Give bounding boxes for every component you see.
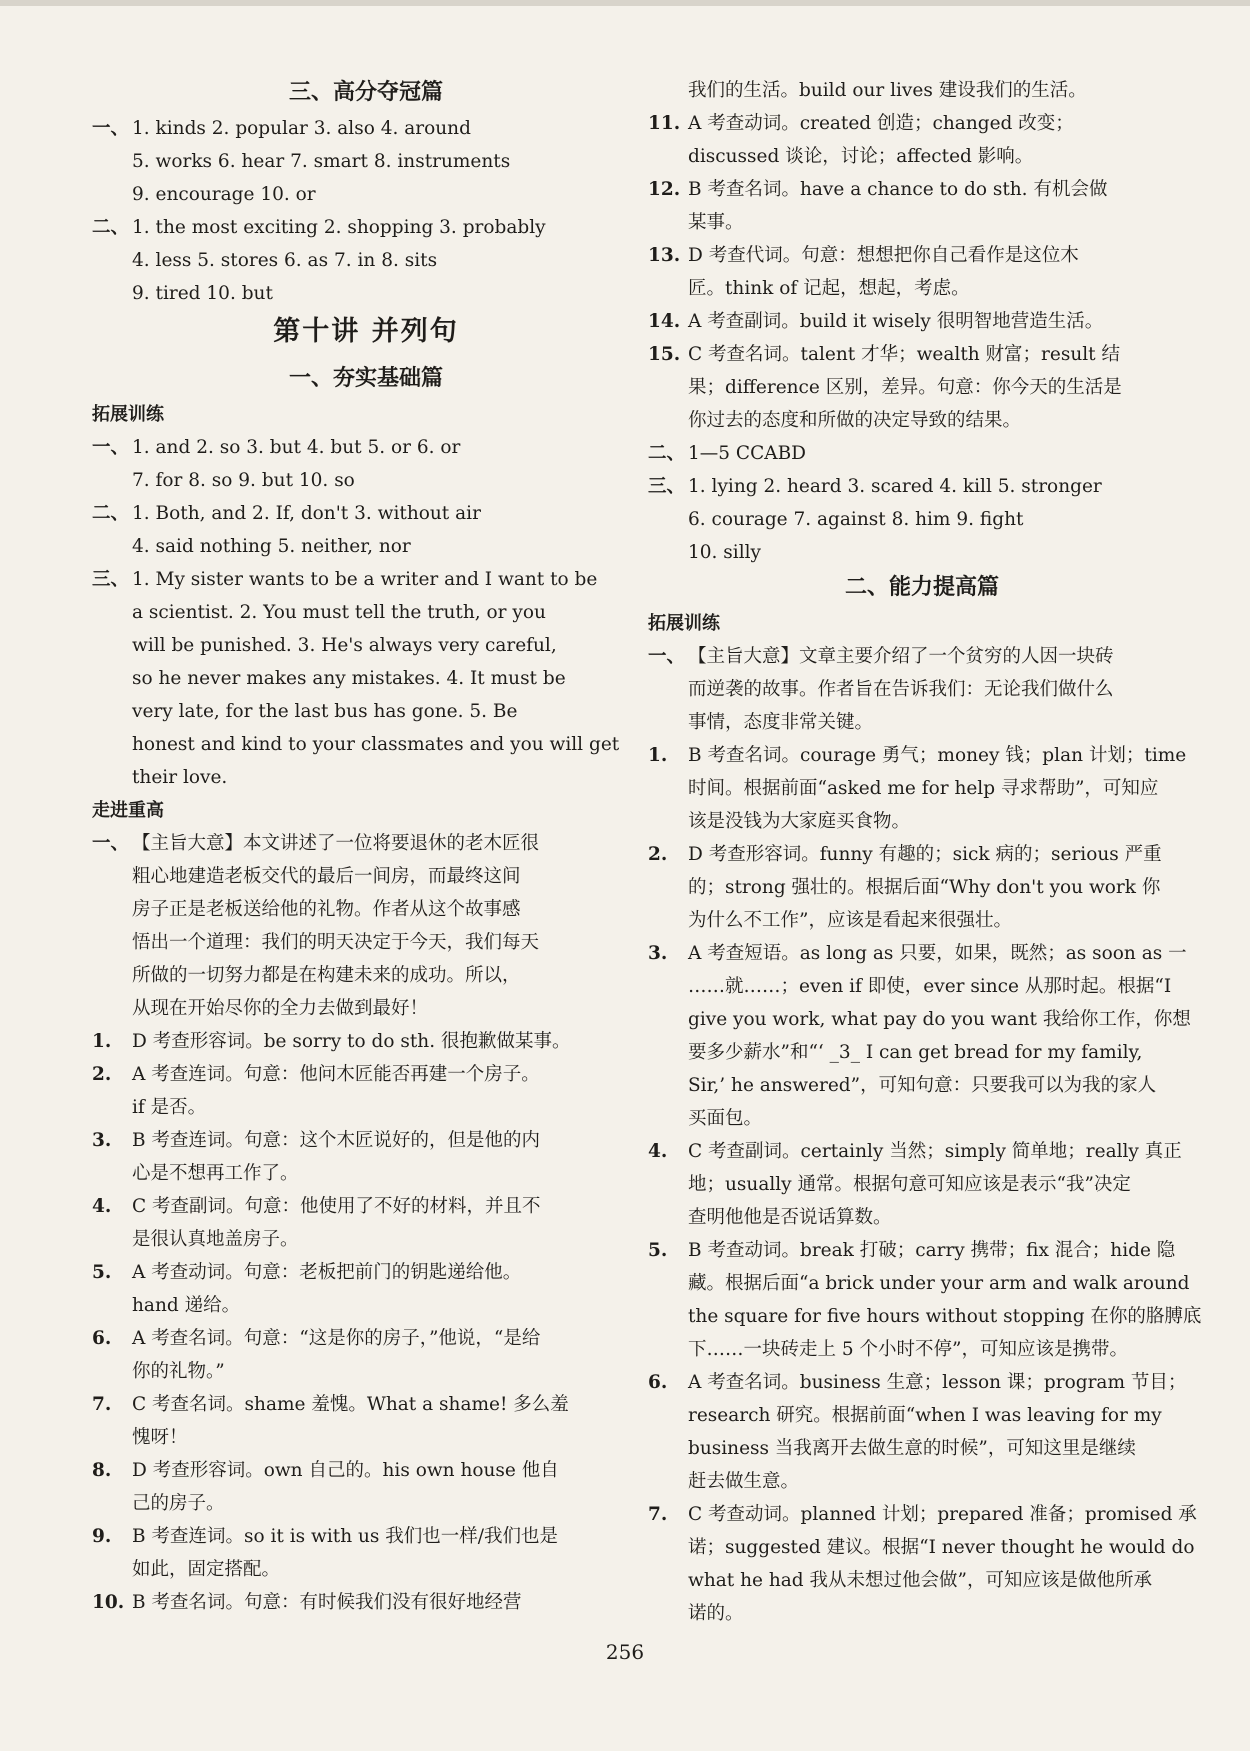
answer-line: 6. courage 7. against 8. him 9. fight xyxy=(688,509,1024,530)
answer-text: 心是不想再工作了。 xyxy=(132,1163,299,1184)
answer-item xyxy=(648,1234,1202,1366)
answer-number: 9. xyxy=(92,1526,112,1547)
answer-number: 3. xyxy=(648,943,668,964)
answer-item xyxy=(92,1256,640,1322)
answer-item xyxy=(648,1135,1196,1234)
answer-text: hand 递给。 xyxy=(132,1295,241,1316)
answer-text: business 当我离开去做生意的时候”，可知这里是继续 xyxy=(688,1438,1136,1459)
part-marker: 二、 xyxy=(92,503,130,524)
gaofen-part-1 xyxy=(92,112,640,211)
answer-text: give you work, what pay do you want 我给你工作，你想 xyxy=(688,1009,1191,1030)
answer-text: the square for five hours without stopping 在你的胳膊底 xyxy=(688,1306,1202,1327)
label-tuozhan: 拓展训练 xyxy=(92,404,164,425)
answer-text: 某事。 xyxy=(688,212,744,233)
answer-line: will be punished. 3. He's always very careful, xyxy=(132,635,557,656)
answer-number: 4. xyxy=(92,1196,112,1217)
answer-text: 要多少薪水”和“‘ _3_ I can get bread for my family, xyxy=(688,1042,1143,1063)
answer-number: 5. xyxy=(92,1262,112,1283)
answer-line: 4. said nothing 5. neither, nor xyxy=(132,536,411,557)
label-tuozhan: 拓展训练 xyxy=(648,613,720,634)
answer-line: 1. kinds 2. popular 3. also 4. around xyxy=(132,118,471,139)
part-marker: 一、 xyxy=(92,833,130,854)
answer-number: 11. xyxy=(648,113,681,134)
answer-text: 地；usually 通常。根据句意可知应该是表示“我”决定 xyxy=(688,1174,1131,1195)
answer-text: ……就……；even if 即使，ever since 从那时起。根据“I xyxy=(688,976,1172,997)
answer-number: 10. xyxy=(92,1592,125,1613)
part-marker: 二、 xyxy=(648,443,686,464)
answer-number: 5. xyxy=(648,1240,668,1261)
answer-number: 2. xyxy=(92,1064,112,1085)
section-heading-gaofen: 三、高分夺冠篇 xyxy=(288,79,443,105)
answer-text: what he had 我从未想过他会做”，可知应该是做他所承 xyxy=(688,1570,1152,1591)
summary-line: 【主旨大意】本文讲述了一位将要退休的老木匠很 xyxy=(132,833,540,854)
answer-text: 是很认真地盖房子。 xyxy=(132,1229,299,1250)
answer-item xyxy=(648,107,1196,173)
answer-line: very late, for the last bus has gone. 5. Be xyxy=(132,701,518,722)
answer-line: 5. works 6. hear 7. smart 8. instruments xyxy=(132,151,511,172)
answer-text: B 考查名词。句意：有时候我们没有很好地经营 xyxy=(132,1592,522,1613)
page-number: 256 xyxy=(605,1640,645,1664)
answer-text: B 考查名词。courage 勇气；money 钱；plan 计划；time xyxy=(688,745,1187,766)
answer-item xyxy=(648,838,1196,937)
answer-number: 12. xyxy=(648,179,681,200)
answer-item xyxy=(648,305,1196,338)
summary-line: 而逆袭的故事。作者旨在告诉我们：无论我们做什么 xyxy=(688,679,1114,700)
answer-number: 7. xyxy=(648,1504,668,1525)
part-marker: 三、 xyxy=(648,476,686,497)
answer-line: so he never makes any mistakes. 4. It must be xyxy=(132,668,566,689)
answer-text: 下……一块砖走上 5 个小时不停”，可知应该是携带。 xyxy=(688,1339,1128,1360)
answer-text: 藏。根据后面“a brick under your arm and walk around xyxy=(688,1273,1190,1294)
answer-item xyxy=(92,1190,640,1256)
section-heading-jichu: 一、夯实基础篇 xyxy=(288,365,443,391)
right-part-2 xyxy=(648,437,1196,470)
answer-text: C 考查名词。shame 羞愧。What a shame! 多么羞 xyxy=(132,1394,569,1415)
answer-text: A 考查动词。句意：老板把前门的钥匙递给他。 xyxy=(132,1262,522,1283)
answer-text: B 考查连词。句意：这个木匠说好的，但是他的内 xyxy=(132,1130,540,1151)
answer-text: D 考查代词。句意：想想把你自己看作是这位木 xyxy=(688,245,1079,266)
answer-number: 14. xyxy=(648,311,681,332)
answer-number: 2. xyxy=(648,844,668,865)
answer-text: 愧呀！ xyxy=(132,1427,188,1448)
answer-text: 赶去做生意。 xyxy=(688,1471,800,1492)
answer-number: 6. xyxy=(92,1328,112,1349)
answer-text: Sir,’ he answered”，可知句意：只要我可以为我的家人 xyxy=(688,1075,1157,1096)
answer-text: A 考查短语。as long as 只要，如果，既然；as soon as 一 xyxy=(688,943,1187,964)
answer-item xyxy=(648,239,1196,305)
answer-item xyxy=(648,937,1196,1135)
answer-text: A 考查连词。句意：他问木匠能否再建一个房子。 xyxy=(132,1064,540,1085)
answer-line: 7. for 8. so 9. but 10. so xyxy=(132,470,355,491)
summary-line: 悟出一个道理：我们的明天决定于今天，我们每天 xyxy=(132,932,540,953)
answer-text: C 考查副词。certainly 当然；simply 简单地；really 真正 xyxy=(688,1141,1182,1162)
nengli-summary xyxy=(648,640,1196,739)
answer-text: A 考查动词。created 创造；changed 改变； xyxy=(688,113,1074,134)
answer-text: discussed 谈论，讨论；affected 影响。 xyxy=(688,146,1034,167)
answer-text: 为什么不工作”，应该是看起来很强壮。 xyxy=(688,910,1012,931)
answer-number: 7. xyxy=(92,1394,112,1415)
answer-text: if 是否。 xyxy=(132,1097,207,1118)
answer-number: 1. xyxy=(648,745,668,766)
answer-number: 3. xyxy=(92,1130,112,1151)
answer-number: 15. xyxy=(648,344,681,365)
part-marker: 一、 xyxy=(648,646,686,667)
answer-number: 6. xyxy=(648,1372,668,1393)
answer-number: 1. xyxy=(92,1031,112,1052)
answer-text: 果；difference 区别，差异。句意：你今天的生活是 xyxy=(688,377,1122,398)
answer-item xyxy=(92,1322,640,1388)
answer-text: B 考查连词。so it is with us 我们也一样/我们也是 xyxy=(132,1526,559,1547)
answer-text: A 考查名词。business 生意；lesson 课；program 节目； xyxy=(688,1372,1187,1393)
answer-text: 我们的生活。build our lives 建设我们的生活。 xyxy=(688,80,1087,101)
answer-number: 13. xyxy=(648,245,681,266)
scan-top-edge xyxy=(0,0,1250,6)
answer-item xyxy=(92,1520,640,1586)
answer-item xyxy=(92,1454,640,1520)
left-column xyxy=(92,74,640,1619)
part-marker: 一、 xyxy=(92,437,130,458)
summary-line: 【主旨大意】文章主要介绍了一个贫穷的人因一块砖 xyxy=(688,646,1114,667)
answer-line: 4. less 5. stores 6. as 7. in 8. sits xyxy=(132,250,438,271)
tuozhan-part-3 xyxy=(92,563,640,794)
answer-item xyxy=(648,739,1196,838)
answer-item xyxy=(92,1025,640,1058)
answer-line: 1. and 2. so 3. but 4. but 5. or 6. or xyxy=(132,437,461,458)
part-marker: 三、 xyxy=(92,569,130,590)
label-zoujin: 走进重高 xyxy=(92,800,164,821)
answer-item xyxy=(92,1058,640,1124)
right-column xyxy=(648,74,1202,1630)
answer-line: 1. Both, and 2. If, don't 3. without air xyxy=(132,503,481,524)
answer-line: 1. lying 2. heard 3. scared 4. kill 5. stronger xyxy=(688,476,1102,497)
summary-line: 所做的一切努力都是在构建未来的成功。所以， xyxy=(132,965,521,986)
lecture-title: 第十讲 并列句 xyxy=(273,316,459,347)
answer-item xyxy=(648,173,1196,239)
answer-line: 1—5 CCABD xyxy=(688,443,807,464)
answer-text: 己的房子。 xyxy=(132,1493,225,1514)
answer-text: 你的礼物。” xyxy=(132,1361,225,1382)
answer-text: 匠。think of 记起，想起，考虑。 xyxy=(688,278,970,299)
answer-text: D 考查形容词。own 自己的。his own house 他自 xyxy=(132,1460,559,1481)
answer-text: 该是没钱为大家庭买食物。 xyxy=(688,811,911,832)
answer-text: 你过去的态度和所做的决定导致的结果。 xyxy=(688,410,1022,431)
answer-line: a scientist. 2. You must tell the truth, or you xyxy=(132,602,546,623)
answer-text: research 研究。根据前面“when I was leaving for my xyxy=(688,1405,1162,1426)
summary-line: 粗心地建造老板交代的最后一间房，而最终这间 xyxy=(132,866,521,887)
part-marker: 一、 xyxy=(92,118,130,139)
answer-text: C 考查副词。句意：他使用了不好的材料，并且不 xyxy=(132,1196,541,1217)
gaofen-part-2 xyxy=(92,211,640,310)
answer-text: C 考查动词。planned 计划；prepared 准备；promised 承 xyxy=(688,1504,1197,1525)
answer-text: 诺的。 xyxy=(688,1603,744,1624)
answer-item xyxy=(648,338,1196,437)
answer-number: 8. xyxy=(92,1460,112,1481)
answer-text: D 考查形容词。be sorry to do sth. 很抱歉做某事。 xyxy=(132,1031,571,1052)
answer-text: 查明他他是否说话算数。 xyxy=(688,1207,892,1228)
answer-item xyxy=(648,1366,1196,1498)
zoujin-summary xyxy=(92,827,640,1025)
tuozhan-part-1 xyxy=(92,431,640,497)
answer-text: 的；strong 强壮的。根据后面“Why don't you work 你 xyxy=(688,877,1161,898)
answer-text: B 考查动词。break 打破；carry 携带；fix 混合；hide 隐 xyxy=(688,1240,1176,1261)
answer-item xyxy=(92,1124,640,1190)
answer-line: 9. encourage 10. or xyxy=(132,184,316,205)
answer-text: D 考查形容词。funny 有趣的；sick 病的；serious 严重 xyxy=(688,844,1162,865)
answer-text: C 考查名词。talent 才华；wealth 财富；result 结 xyxy=(688,344,1120,365)
right-part-3 xyxy=(648,470,1196,569)
answer-item xyxy=(92,1586,640,1619)
answer-line: 10. silly xyxy=(688,542,761,563)
summary-line: 事情，态度非常关键。 xyxy=(688,712,874,733)
part-marker: 二、 xyxy=(92,217,130,238)
answer-item xyxy=(648,1498,1196,1630)
answer-line: 1. My sister wants to be a writer and I want to be xyxy=(132,569,598,590)
answer-text: A 考查副词。build it wisely 很明智地营造生活。 xyxy=(688,311,1104,332)
summary-line: 从现在开始尽你的全力去做到最好！ xyxy=(132,998,429,1019)
answer-line: 9. tired 10. but xyxy=(132,283,273,304)
answer-number: 4. xyxy=(648,1141,668,1162)
answer-item xyxy=(92,1388,640,1454)
answer-line: their love. xyxy=(132,767,228,788)
answer-text: 诺；suggested 建议。根据“I never thought he would do xyxy=(688,1537,1195,1558)
answer-text: 如此，固定搭配。 xyxy=(132,1559,281,1580)
answer-line: honest and kind to your classmates and you will get xyxy=(132,734,620,755)
section-heading-nengli: 二、能力提高篇 xyxy=(844,574,999,600)
answer-text: A 考查名词。句意：“这是你的房子，”他说，“是给 xyxy=(132,1328,541,1349)
answer-text: B 考查名词。have a chance to do sth. 有机会做 xyxy=(688,179,1108,200)
summary-line: 房子正是老板送给他的礼物。作者从这个故事感 xyxy=(132,899,521,920)
answer-continuation xyxy=(648,74,1196,107)
answer-text: 时间。根据前面“asked me for help 寻求帮助”，可知应 xyxy=(688,778,1159,799)
answer-line: 1. the most exciting 2. shopping 3. probably xyxy=(132,217,546,238)
tuozhan-part-2 xyxy=(92,497,640,563)
answer-text: 买面包。 xyxy=(688,1108,763,1129)
